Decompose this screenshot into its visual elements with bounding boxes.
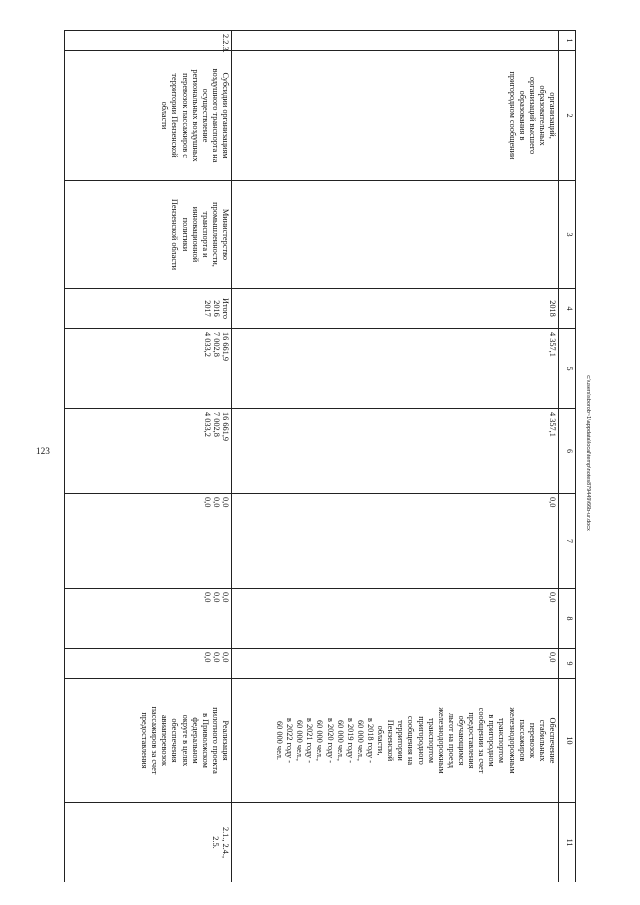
row2-regional-budget	[65, 409, 232, 494]
row2-year-label: Итого	[221, 297, 230, 319]
row1-number	[232, 31, 559, 51]
row2-value: 0,0	[212, 497, 221, 508]
col-header-10: 10	[559, 679, 576, 803]
row2-value: 0,0	[212, 652, 221, 663]
row2-value: 7 002,8	[212, 332, 221, 357]
page-number: 123	[36, 446, 51, 456]
row1-event-name: организаций, образовательных организаций высшего образования в пригородном сообщении	[232, 51, 559, 181]
row2-executor: Министерство промышленности, транспорта и инновационной политики Пензенской области	[65, 181, 232, 289]
row2-value: 16 661,9	[221, 412, 230, 442]
col-header-1: 1	[559, 31, 576, 51]
row2-federal-budget	[65, 494, 232, 589]
row1-federal-budget: 0,0	[232, 494, 559, 589]
footer-file-path: c:\users\sborob~1\appdata\local\temp\notes879449\66b-ur.docx	[585, 375, 591, 531]
row2-value: 0,0	[221, 592, 230, 603]
row1-result: Обеспечение стабильных перевозок пассажиров железнодорожным транспортом в пригородном сообщении за счет предоставления обучающимся льгот на проезд железнодорожным транспортом пригородного сообщения на территории Пензенской области, в 2018 году - 60 000 чел., в 2019 году - 60 000 чел., в 2020 году - 60 000 чел., в 2021 году - 60 000 чел., в 2022 году - 60 000 чел.	[232, 679, 559, 803]
row2-result: Реализация пилотного проекта в Приволжском федеральном округе в целях обеспечения авиаперевозок пассажиров за счет предоставления	[65, 679, 232, 803]
table-wrapper	[64, 30, 576, 882]
row1-local-budget: 0,0	[232, 589, 559, 649]
col-header-2: 2	[559, 51, 576, 181]
program-table	[64, 30, 576, 882]
row1-year: 2018	[232, 289, 559, 329]
col-header-11: 11	[559, 803, 576, 883]
row2-value: 0,0	[203, 652, 212, 663]
row2-year-label: 2017	[203, 300, 212, 317]
row2-value: 16 661,9	[221, 332, 230, 362]
row2-event-name: Субсидии организациям воздушного транспорта на осуществление региональных воздушных перевозок пассажиров с территории Пензенской области	[65, 51, 232, 181]
col-header-8: 8	[559, 589, 576, 649]
col-header-5: 5	[559, 329, 576, 409]
row2-value: 0,0	[203, 592, 212, 603]
row2-value: 4 033,2	[203, 412, 212, 437]
row2-other-sources	[65, 649, 232, 679]
row2-value: 0,0	[221, 652, 230, 663]
row2-value: 0,0	[221, 497, 230, 508]
row2-total	[65, 329, 232, 409]
table-row	[232, 31, 559, 883]
rotated-table-area	[64, 30, 576, 882]
row1-regional-budget: 4 357,1	[232, 409, 559, 494]
col-header-9: 9	[559, 649, 576, 679]
row2-years	[65, 289, 232, 329]
table-row	[65, 31, 232, 883]
row2-value: 0,0	[203, 497, 212, 508]
col-header-6: 6	[559, 409, 576, 494]
row1-other-sources: 0,0	[232, 649, 559, 679]
row2-value: 7 002,8	[212, 412, 221, 437]
row2-year-label: 2016	[212, 300, 221, 317]
col-header-3: 3	[559, 181, 576, 289]
row2-local-budget	[65, 589, 232, 649]
row1-total: 4 357,1	[232, 329, 559, 409]
col-header-7: 7	[559, 494, 576, 589]
row2-value: 0,0	[212, 592, 221, 603]
row2-number: 2.2.3.	[65, 31, 232, 51]
row1-indicator-link	[232, 803, 559, 883]
col-header-4: 4	[559, 289, 576, 329]
row2-indicator-link: 2.1., 2.4., 2.5.	[65, 803, 232, 883]
row1-executor	[232, 181, 559, 289]
header-row	[559, 31, 576, 883]
row2-value: 4 033,2	[203, 332, 212, 357]
